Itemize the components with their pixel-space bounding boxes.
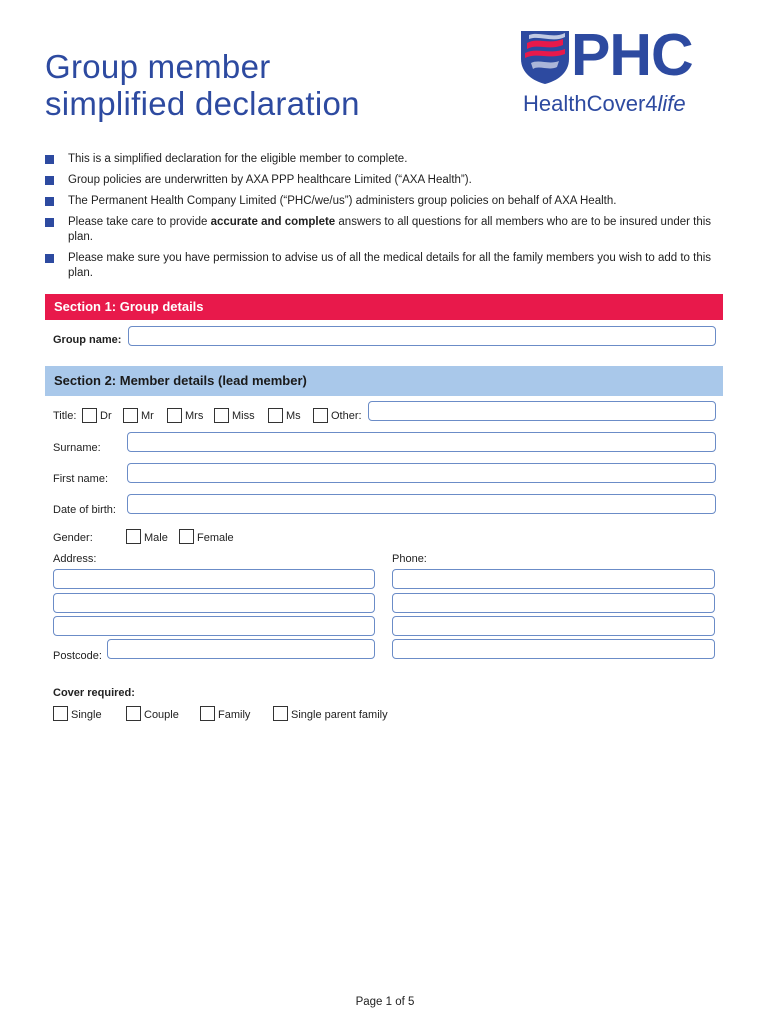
bullet-item (45, 173, 725, 188)
bullet-square-icon (45, 254, 54, 263)
logo-tagline (523, 91, 686, 117)
gender-male-checkbox[interactable] (126, 529, 141, 544)
bullet-square-icon (45, 155, 54, 164)
page-title (45, 48, 465, 122)
dob-input[interactable] (127, 494, 716, 514)
cover-family-checkbox[interactable] (200, 706, 215, 721)
intro-bullets (45, 152, 725, 287)
address-line-2-input[interactable] (53, 593, 375, 613)
bullet-text-pre: Please take care to provide (68, 216, 211, 228)
cover-single-parent-family-label: Single parent family (291, 709, 388, 721)
cover-couple-label: Couple (144, 709, 179, 721)
phone-label: Phone: (392, 553, 427, 565)
gender-label: Gender: (53, 532, 93, 544)
bullet-square-icon (45, 218, 54, 227)
title-dr-label: Dr (100, 410, 112, 422)
cover-single-parent-family-checkbox[interactable] (273, 706, 288, 721)
section-2-heading: Section 2: Member details (lead member) (54, 373, 307, 388)
surname-input[interactable] (127, 432, 716, 452)
section-1-heading: Section 1: Group details (54, 299, 204, 314)
title-mr-label: Mr (141, 410, 154, 422)
address-label: Address: (53, 553, 97, 565)
bullet-item (45, 152, 725, 167)
bullet-text: Please make sure you have permission to advise us of all the medical details for all the family members you wish to add to this plan. (68, 252, 712, 279)
gender-female-label: Female (197, 532, 234, 544)
title-ms-checkbox[interactable] (268, 408, 283, 423)
page-number: Page 1 of 5 (355, 996, 415, 1008)
first-name-label: First name: (53, 473, 109, 485)
first-name-input[interactable] (127, 463, 716, 483)
title-ms-label: Ms (286, 410, 301, 422)
title-mrs-label: Mrs (185, 410, 204, 422)
phone-line-3-input[interactable] (392, 616, 715, 636)
cover-required-label: Cover required: (53, 687, 135, 699)
bullet-item (45, 215, 725, 245)
title-other-label: Other: (331, 410, 362, 422)
bullet-square-icon (45, 176, 54, 185)
gender-male-label: Male (144, 532, 168, 544)
bullet-item (45, 251, 725, 281)
phc-logo (519, 22, 725, 119)
cover-couple-checkbox[interactable] (126, 706, 141, 721)
section-2-header (45, 366, 723, 396)
shield-icon (519, 29, 571, 85)
logo-brand: PHC (571, 22, 693, 88)
bullet-text-bold: accurate and complete (210, 216, 336, 228)
title-miss-label: Miss (232, 410, 255, 422)
postcode-label: Postcode: (53, 650, 102, 662)
title-other-input[interactable] (368, 401, 716, 421)
phone-line-1-input[interactable] (392, 569, 715, 589)
title-other-checkbox[interactable] (313, 408, 328, 423)
phone-line-4-input[interactable] (392, 639, 715, 659)
postcode-input[interactable] (107, 639, 375, 659)
title-line-2: simplified declaration (45, 85, 360, 122)
logo-tagline-italic: life (657, 91, 686, 116)
gender-female-checkbox[interactable] (179, 529, 194, 544)
group-name-label: Group name: (53, 334, 122, 346)
cover-single-label: Single (71, 709, 102, 721)
bullet-text-post: answers to all questions for all members who are to be insured under this plan. (68, 216, 712, 243)
title-mrs-checkbox[interactable] (167, 408, 182, 423)
bullet-text: This is a simplified declaration for the eligible member to complete. (68, 153, 408, 165)
logo-tagline-main: HealthCover4 (523, 91, 658, 116)
cover-family-label: Family (218, 709, 251, 721)
surname-label: Surname: (53, 442, 101, 454)
title-miss-checkbox[interactable] (214, 408, 229, 423)
dob-label: Date of birth: (53, 504, 116, 516)
bullet-text: Group policies are underwritten by AXA PPP healthcare Limited (“AXA Health”). (68, 174, 472, 186)
title-mr-checkbox[interactable] (123, 408, 138, 423)
title-label: Title: (53, 410, 77, 422)
title-dr-checkbox[interactable] (82, 408, 97, 423)
phone-line-2-input[interactable] (392, 593, 715, 613)
title-line-1: Group member (45, 48, 271, 85)
section-1-header (45, 294, 723, 320)
address-line-3-input[interactable] (53, 616, 375, 636)
bullet-text: The Permanent Health Company Limited (“PHC/we/us”) administers group policies on behalf of AXA Health. (68, 195, 617, 207)
group-name-input[interactable] (128, 326, 716, 346)
cover-single-checkbox[interactable] (53, 706, 68, 721)
bullet-square-icon (45, 197, 54, 206)
bullet-item (45, 194, 725, 209)
address-line-1-input[interactable] (53, 569, 375, 589)
